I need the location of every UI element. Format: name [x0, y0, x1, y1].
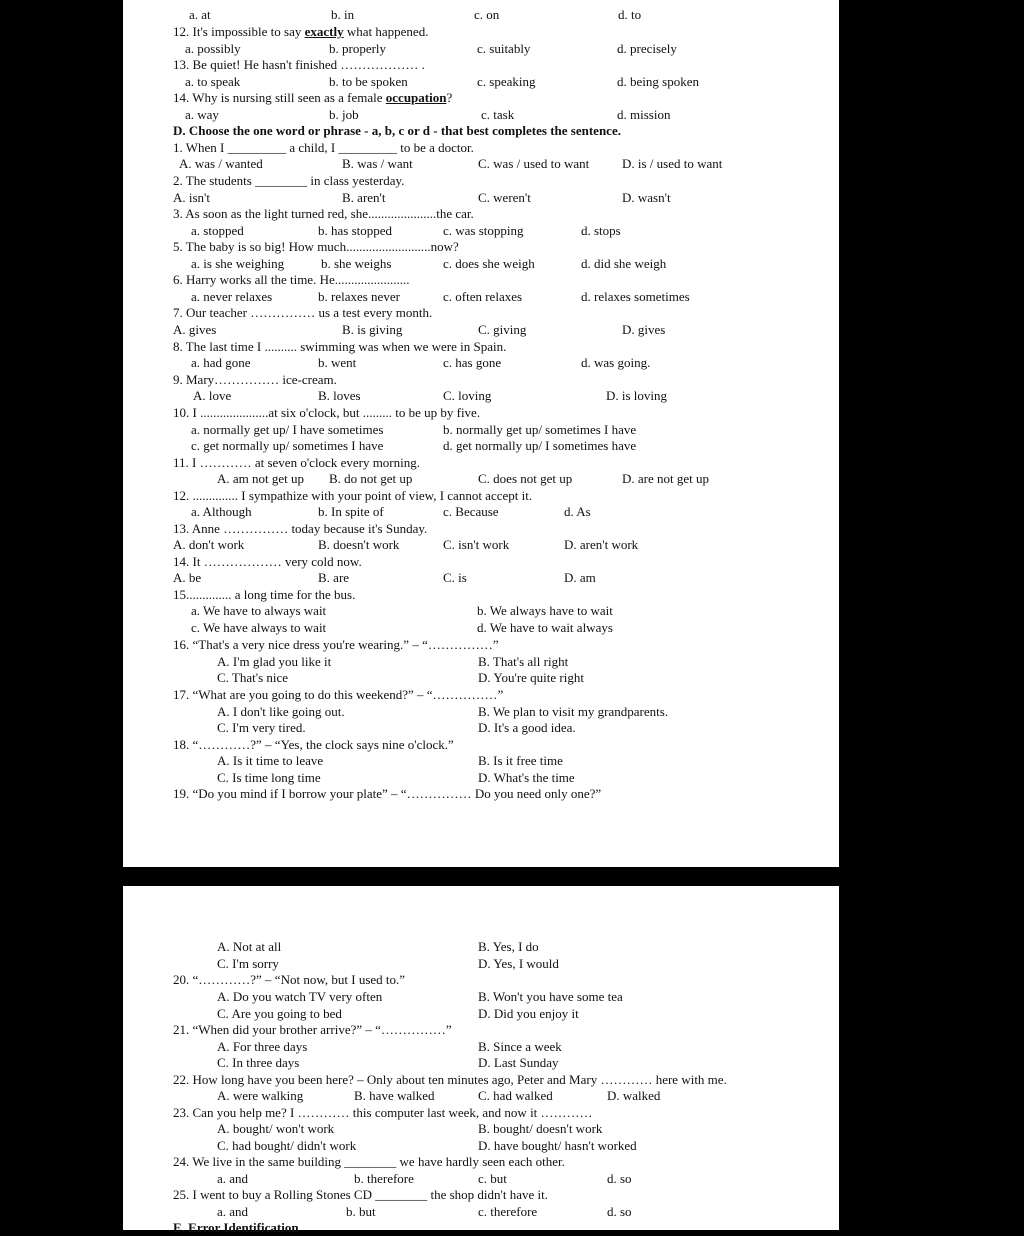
option-d-so: d. so	[607, 1204, 632, 1219]
option-c-are-you-going-to-bed: C. Are you going to bed	[217, 1006, 342, 1021]
option-c-therefore: c. therefore	[478, 1204, 538, 1219]
option-b-loves: B. loves	[318, 388, 361, 403]
option-b-but: b. but	[346, 1204, 376, 1219]
option-a-bought-won-t-work: A. bought/ won't work	[217, 1121, 335, 1136]
question-page1-line-1	[173, 24, 428, 40]
question-25-i-went-to-buy-a-rolling-stones-cd-the: 25. I went to buy a Rolling Stones CD ________ the shop didn't have it.	[173, 1187, 548, 1202]
section-heading-d-choose-the-one-word-or-phrase-a-b-c-or: D. Choose the one word or phrase - a, b, c or d - that best completes the sentence.	[173, 123, 621, 138]
question-text: what happened.	[343, 24, 429, 39]
question-10-i-at-six-o-clock-but-to-be-up-by-five: 10. I .....................at six o'clock, but ......... to be up by five.	[173, 405, 481, 420]
question-page1-line-5	[173, 90, 452, 106]
option-b-to-be-spoken: b. to be spoken	[329, 74, 408, 89]
option-c-we-have-always-to-wait: c. We have always to wait	[191, 620, 327, 635]
option-c-on: c. on	[474, 7, 500, 22]
option-b-won-t-you-have-some-tea: B. Won't you have some tea	[478, 989, 623, 1004]
option-d-relaxes-sometimes: d. relaxes sometimes	[581, 289, 690, 304]
question-22-how-long-have-you-been-here-only-abou: 22. How long have you been here? – Only about ten minutes ago, Peter and Mary ………… here with me.	[173, 1072, 727, 1087]
option-c-was-stopping: c. was stopping	[443, 223, 524, 238]
option-b-is-giving: B. is giving	[342, 322, 403, 337]
option-a-i-m-glad-you-like-it: A. I'm glad you like it	[217, 654, 332, 669]
option-d-did-you-enjoy-it: D. Did you enjoy it	[478, 1006, 579, 1021]
question-19-do-you-mind-if-i-borrow-your-plate-do: 19. “Do you mind if I borrow your plate” – “…………… Do you need only one?”	[173, 786, 602, 801]
question-8-the-last-time-i-swimming-was-when-we-w: 8. The last time I .......... swimming was when we were in Spain.	[173, 339, 507, 354]
option-d-it-s-a-good-idea: D. It's a good idea.	[478, 720, 576, 735]
option-b-aren-t: B. aren't	[342, 190, 386, 205]
option-a-do-you-watch-tv-very-often: A. Do you watch TV very often	[217, 989, 383, 1004]
option-b-in: b. in	[331, 7, 355, 22]
option-c-isn-t-work: C. isn't work	[443, 537, 510, 552]
option-a-we-have-to-always-wait: a. We have to always wait	[191, 603, 327, 618]
option-b-doesn-t-work: B. doesn't work	[318, 537, 400, 552]
option-a-is-it-time-to-leave: A. Is it time to leave	[217, 753, 324, 768]
option-d-so: d. so	[607, 1171, 632, 1186]
option-d-stops: d. stops	[581, 223, 621, 238]
option-a-possibly: a. possibly	[185, 41, 241, 56]
option-c-had-walked: C. had walked	[478, 1088, 553, 1103]
option-b-went: b. went	[318, 355, 357, 370]
option-c-task: c. task	[481, 107, 515, 122]
option-c-that-s-nice: C. That's nice	[217, 670, 289, 685]
option-c-has-gone: c. has gone	[443, 355, 502, 370]
option-b-properly: b. properly	[329, 41, 387, 56]
option-d-get-normally-up-i-sometimes-have: d. get normally up/ I sometimes have	[443, 438, 637, 453]
option-d-last-sunday: D. Last Sunday	[478, 1055, 559, 1070]
option-d-yes-i-would: D. Yes, I would	[478, 956, 559, 971]
option-c-loving: C. loving	[443, 388, 492, 403]
option-d-are-not-get-up: D. are not get up	[622, 471, 710, 486]
option-a-and: a. and	[217, 1171, 249, 1186]
option-a-is-she-weighing: a. is she weighing	[191, 256, 285, 271]
option-d-was-going: d. was going.	[581, 355, 651, 370]
option-c-because: c. Because	[443, 504, 499, 519]
worksheet-page-1	[123, 0, 839, 867]
option-b-is-it-free-time: B. Is it free time	[478, 753, 563, 768]
option-a-isn-t: A. isn't	[173, 190, 211, 205]
option-a-i-don-t-like-going-out: A. I don't like going out.	[217, 704, 345, 719]
option-c-get-normally-up-sometimes-i-have: c. get normally up/ sometimes I have	[191, 438, 384, 453]
underlined-word: occupation	[385, 90, 447, 105]
option-a-never-relaxes: a. never relaxes	[191, 289, 273, 304]
option-b-do-not-get-up: B. do not get up	[329, 471, 413, 486]
option-a-love: A. love	[193, 388, 232, 403]
question-13-anne-today-because-it-s-sunday: 13. Anne …………… today because it's Sunday.	[173, 521, 428, 536]
option-c-i-m-sorry: C. I'm sorry	[217, 956, 279, 971]
option-b-we-plan-to-visit-my-grandparents: B. We plan to visit my grandparents.	[478, 704, 669, 719]
option-c-is: C. is	[443, 570, 467, 585]
option-d-gives: D. gives	[622, 322, 666, 337]
question-3-as-soon-as-the-light-turned-red-she-th: 3. As soon as the light turned red, she.....................the car.	[173, 206, 474, 221]
option-b-have-walked: B. have walked	[354, 1088, 435, 1103]
option-d-we-have-to-wait-always: d. We have to wait always	[477, 620, 613, 635]
option-a-and: a. and	[217, 1204, 249, 1219]
option-b-she-weighs: b. she weighs	[321, 256, 392, 271]
option-d-as: d. As	[564, 504, 591, 519]
option-d-aren-t-work: D. aren't work	[564, 537, 639, 552]
option-d-am: D. am	[564, 570, 596, 585]
question-12-i-sympathize-with-your-point-of-view-: 12. .............. I sympathize with your point of view, I cannot accept it.	[173, 488, 533, 503]
question-text: 12. It's impossible to say	[173, 24, 305, 39]
question-23-can-you-help-me-i-this-computer-last-: 23. Can you help me? I ………… this computer last week, and now it …………	[173, 1105, 593, 1120]
option-a-way: a. way	[185, 107, 219, 122]
question-6-harry-works-all-the-time-he: 6. Harry works all the time. He.......................	[173, 272, 410, 287]
worksheet-page-2	[123, 886, 839, 1235]
option-b-are: B. are	[318, 570, 350, 585]
option-b-relaxes-never: b. relaxes never	[318, 289, 400, 304]
option-a-had-gone: a. had gone	[191, 355, 251, 370]
option-b-normally-get-up-sometimes-i-have: b. normally get up/ sometimes I have	[443, 422, 637, 437]
option-a-am-not-get-up: A. am not get up	[217, 471, 305, 486]
option-c-is-time-long-time: C. Is time long time	[217, 770, 321, 785]
option-d-to: d. to	[618, 7, 642, 22]
option-c-i-m-very-tired: C. I'm very tired.	[217, 720, 306, 735]
question-15-a-long-time-for-the-bus: 15.............. a long time for the bus.	[173, 587, 356, 602]
option-a-was-wanted: A. was / wanted	[179, 156, 263, 171]
option-d-is-loving: D. is loving	[606, 388, 668, 403]
option-b-therefore: b. therefore	[354, 1171, 414, 1186]
option-d-wasn-t: D. wasn't	[622, 190, 671, 205]
option-b-we-always-have-to-wait: b. We always have to wait	[477, 603, 613, 618]
question-24-we-live-in-the-same-building-we-have-: 24. We live in the same building ________ we have hardly seen each other.	[173, 1154, 565, 1169]
option-c-speaking: c. speaking	[477, 74, 536, 89]
option-b-was-want: B. was / want	[342, 156, 413, 171]
option-d-have-bought-hasn-t-worked: D. have bought/ hasn't worked	[478, 1138, 637, 1153]
underlined-word: exactly	[304, 24, 344, 39]
option-b-that-s-all-right: B. That's all right	[478, 654, 569, 669]
option-d-did-she-weigh: d. did she weigh	[581, 256, 667, 271]
option-d-mission: d. mission	[617, 107, 671, 122]
option-b-bought-doesn-t-work: B. bought/ doesn't work	[478, 1121, 603, 1136]
option-d-is-used-to-want: D. is / used to want	[622, 156, 723, 171]
question-17-what-are-you-going-to-do-this-weekend: 17. “What are you going to do this weekend?” – “……………”	[173, 687, 504, 702]
option-c-in-three-days: C. In three days	[217, 1055, 300, 1070]
option-a-for-three-days: A. For three days	[217, 1039, 308, 1054]
option-b-job: b. job	[329, 107, 359, 122]
question-text: 14. Why is nursing still seen as a female	[173, 90, 386, 105]
question-11-i-at-seven-o-clock-every-morning: 11. I ………… at seven o'clock every morning.	[173, 455, 420, 470]
question-7-our-teacher-us-a-test-every-month: 7. Our teacher …………… us a test every month.	[173, 305, 433, 320]
option-c-had-bought-didn-t-work: C. had bought/ didn't work	[217, 1138, 357, 1153]
question-text: ?	[446, 90, 453, 105]
option-c-does-she-weigh: c. does she weigh	[443, 256, 535, 271]
option-d-being-spoken: d. being spoken	[617, 74, 699, 89]
question-1-when-i-a-child-i-to-be-a-doctor: 1. When I _________ a child, I _________ to be a doctor.	[173, 140, 474, 155]
option-c-was-used-to-want: C. was / used to want	[478, 156, 590, 171]
option-a-not-at-all: A. Not at all	[217, 939, 282, 954]
question-14-it-very-cold-now: 14. It ……………… very cold now.	[173, 554, 362, 569]
option-a-stopped: a. stopped	[191, 223, 244, 238]
option-a-gives: A. gives	[173, 322, 217, 337]
question-5-the-baby-is-so-big-how-much-now: 5. The baby is so big! How much..........................now?	[173, 239, 459, 254]
option-c-suitably: c. suitably	[477, 41, 531, 56]
option-c-does-not-get-up: C. does not get up	[478, 471, 573, 486]
question-2-the-students-in-class-yesterday: 2. The students ________ in class yesterday.	[173, 173, 405, 188]
option-d-you-re-quite-right: D. You're quite right	[478, 670, 584, 685]
question-20-not-now-but-i-used-to: 20. “…………?” – “Not now, but I used to.”	[173, 972, 406, 987]
option-d-walked: D. walked	[607, 1088, 661, 1103]
question-16-that-s-a-very-nice-dress-you-re-weari: 16. “That's a very nice dress you're wearing.” – “……………”	[173, 637, 499, 652]
option-c-giving: C. giving	[478, 322, 527, 337]
option-a-normally-get-up-i-have-sometimes: a. normally get up/ I have sometimes	[191, 422, 384, 437]
section-heading-e-error-identification: E. Error Identification	[173, 1220, 299, 1235]
option-b-has-stopped: b. has stopped	[318, 223, 393, 238]
option-b-in-spite-of: b. In spite of	[318, 504, 384, 519]
option-c-but: c. but	[478, 1171, 507, 1186]
question-18-yes-the-clock-says-nine-o-clock: 18. “…………?” – “Yes, the clock says nine o'clock.”	[173, 737, 454, 752]
option-d-precisely: d. precisely	[617, 41, 677, 56]
option-a-although: a. Although	[191, 504, 252, 519]
question-9-mary-ice-cream: 9. Mary…………… ice-cream.	[173, 372, 337, 387]
option-a-were-walking: A. were walking	[217, 1088, 304, 1103]
option-a-don-t-work: A. don't work	[173, 537, 245, 552]
option-c-weren-t: C. weren't	[478, 190, 531, 205]
option-b-since-a-week: B. Since a week	[478, 1039, 562, 1054]
option-a-to-speak: a. to speak	[185, 74, 241, 89]
option-a-at: a. at	[189, 7, 211, 22]
question-13-be-quiet-he-hasn-t-finished: 13. Be quiet! He hasn't finished ……………… .	[173, 57, 425, 72]
question-21-when-did-your-brother-arrive: 21. “When did your brother arrive?” – “……………”	[173, 1022, 452, 1037]
option-c-often-relaxes: c. often relaxes	[443, 289, 523, 304]
option-b-yes-i-do: B. Yes, I do	[478, 939, 539, 954]
option-d-what-s-the-time: D. What's the time	[478, 770, 575, 785]
option-a-be: A. be	[173, 570, 202, 585]
